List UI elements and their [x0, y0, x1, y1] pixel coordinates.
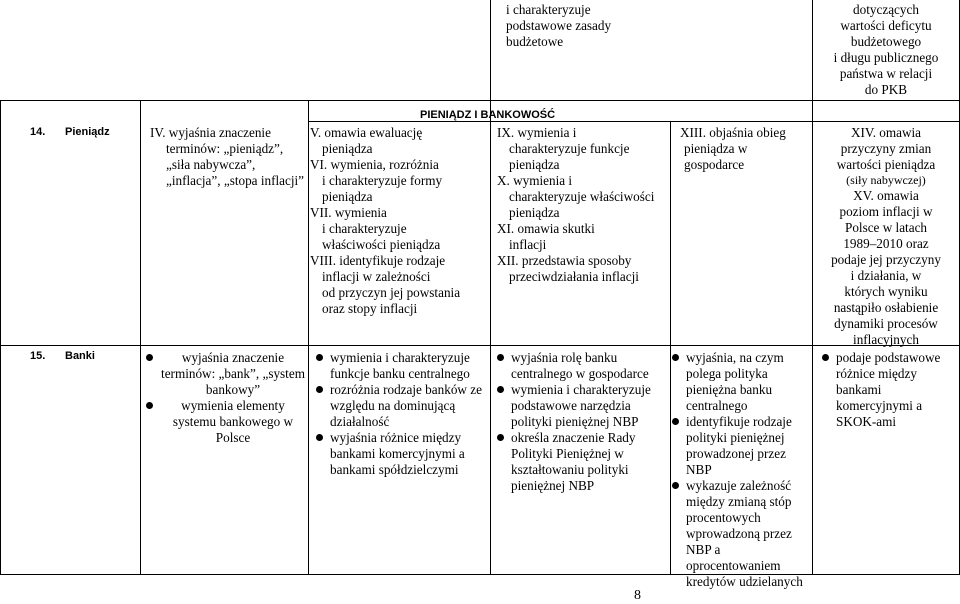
list-item: identyfikuje rodzaje polityki pieniężnej prowadzonej przez NBP: [672, 414, 810, 478]
vline-3: [490, 0, 491, 575]
list-item: podaje podstawowe różnice między bankami komercyjnymi a SKOK-ami: [822, 350, 956, 430]
bottom-rule: [0, 574, 960, 575]
list-item: określa znaczenie Rady Polityki Pieniężnej w kształtowaniu polityki pieniężnej NBP: [497, 430, 667, 494]
list-item: wyjaśnia znaczenie terminów: „bank”, „system bankowy”: [146, 350, 306, 398]
vline-1: [140, 100, 141, 575]
list-item: wykazuje zależność między zmianą stóp procentowych wprowadzoną przez NBP a oprocentowaniem kredytów udzielanych: [672, 478, 810, 590]
row15-col2: [316, 350, 486, 478]
row15-topic: Banki: [65, 350, 95, 362]
row14-col3: IX. wymienia i charakteryzuje funkcje pieniądza X. wymienia i charakteryzuje właściwości pieniądza XI. omawia skutki inflacji XII. przedstawia sposoby przeciwdziałania inflacji: [497, 125, 655, 284]
header-rule: [308, 121, 960, 122]
top-rule: [0, 100, 960, 101]
list-item: wyjaśnia różnice między bankami komercyjnymi a bankami spółdzielczymi: [316, 430, 486, 478]
row15-col3: [497, 350, 667, 494]
list-item: wyjaśnia, na czym polega polityka pieniężna banku centralnego: [672, 350, 810, 414]
list-item: wymienia elementy systemu bankowego w Polsce: [146, 398, 306, 446]
row15-col1: [146, 350, 306, 446]
page-number: 8: [634, 588, 641, 603]
row14-num: 14.: [30, 126, 46, 138]
row14-col4: XIII. objaśnia obieg pieniądza w gospodarce: [680, 125, 786, 172]
row15-num: 15.: [30, 350, 46, 362]
top-col6-text: dotyczących wartości deficytu budżetowego i długu publicznego państwa w relacji do PKB: [833, 2, 939, 97]
row15-col4: [672, 350, 810, 590]
vline-4: [670, 122, 671, 575]
row14-topic: Pieniądz: [65, 126, 110, 138]
vline-2: [308, 100, 309, 575]
list-item: wyjaśnia rolę banku centralnego w gospodarce: [497, 350, 667, 382]
list-item: rozróżnia rodzaje banków ze względu na dominującą działalność: [316, 382, 486, 430]
section-header: PIENIĄDZ I BANKOWOŚĆ: [420, 109, 556, 121]
row14-col1: IV. wyjaśnia znaczenie terminów: „pieniądz”, „siła nabywcza”, „inflacja”, „stopa inflacji”: [150, 125, 305, 188]
row14-col5: XIV. omawia przyczyny zmian wartości pieniądza (siły nabywczej) XV. omawia poziom inflacji w Polsce w latach 1989–2010 oraz podaje jej przyczyny i działania, w których wyniku nastąpiło osłabienie dynamiki procesów inflacyjnych: [831, 125, 941, 347]
list-item: wymienia i charakteryzuje funkcje banku centralnego: [316, 350, 486, 382]
vline-0: [0, 100, 1, 575]
top-col4-text: i charakteryzuje podstawowe zasady budżetowe: [506, 2, 612, 49]
list-item: wymienia i charakteryzuje podstawowe narzędzia polityki pieniężnej NBP: [497, 382, 667, 430]
row14-col2: V. omawia ewaluację pieniądza VI. wymienia, rozróżnia i charakteryzuje formy pieniądza VII. wymienia i charakteryzuje właściwości pieniądza VIII. identyfikuje rodzaje inflacji w zależności od przyczyn jej powstania oraz stopy inflacji: [310, 125, 461, 316]
row15-col5: [822, 350, 956, 430]
